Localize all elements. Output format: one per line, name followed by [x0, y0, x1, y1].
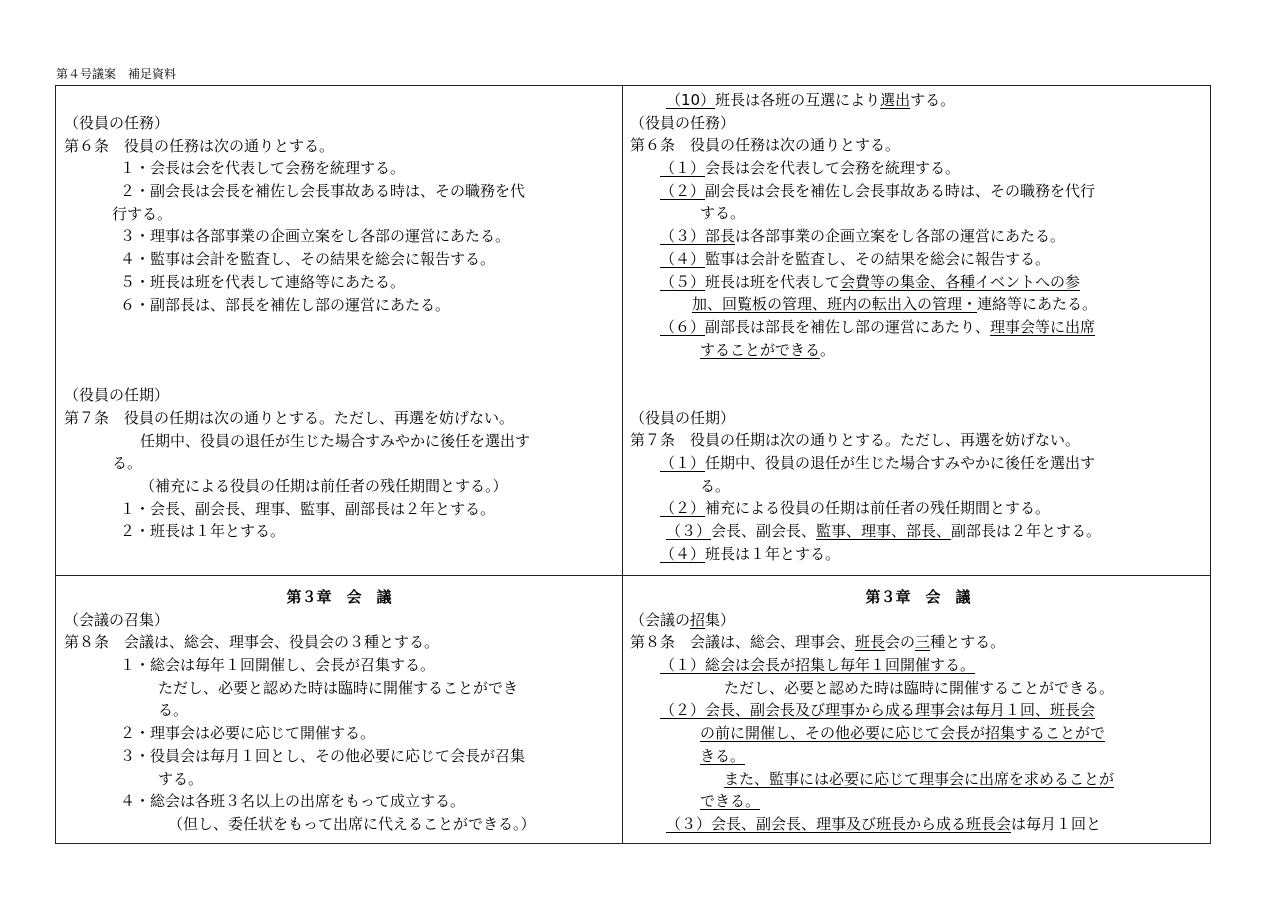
underlined-text: 総会は会長が招集し毎年１回開催する。 — [705, 656, 976, 675]
clause-line — [630, 202, 1206, 225]
clause-line: １・総会は毎年１回開催し、会長が召集する。 — [120, 656, 436, 675]
underlined-text: （１） — [660, 656, 706, 675]
clause-text: は各部事業の企画立案をし各部の運営にあたる。 — [735, 227, 1066, 246]
column-divider — [622, 86, 623, 843]
revised-rules-meetings-cell — [630, 586, 1206, 844]
clause-text: 補充による役員の任期は前任者の残任期間とする。 — [705, 499, 1051, 518]
clause-text: ただし、必要と認めた時は臨時に開催することができる。 — [724, 678, 1115, 697]
underlined-text: することができる — [700, 340, 821, 359]
blank-line — [64, 339, 614, 362]
clause-text: 会長は会を代表して会務を統理する。 — [705, 159, 961, 178]
clause-line — [630, 316, 1206, 339]
underlined-text: 理事会等に出席 — [990, 317, 1096, 336]
row-divider — [56, 575, 1210, 576]
clause-line: ３・理事は各部事業の企画立案をし各部の運営にあたる。 — [120, 227, 511, 246]
underlined-text: 監事、理事、部長、 — [816, 522, 952, 541]
underlined-text: 班長 — [855, 633, 886, 652]
clause-line: ４・総会は各班３名以上の出席をもって成立する。 — [120, 792, 466, 811]
clause-line: 第７条 役員の任期は次の通りとする。ただし、再選を妨げない。 — [64, 408, 515, 427]
underlined-text: （２） — [660, 181, 706, 200]
clause-line: （会議の召集） — [64, 610, 170, 629]
clause-line: ３・役員会は毎月１回とし、その他必要に応じて会長が召集 — [120, 746, 526, 765]
clause-line — [630, 293, 1206, 316]
underlined-text: （４） — [660, 249, 706, 268]
underlined-text: （３） — [666, 814, 712, 833]
document-header: 第４号議案 補足資料 — [56, 67, 177, 81]
underlined-text: （５） — [660, 272, 706, 291]
clause-line — [630, 722, 1206, 745]
clause-text: 種とする。 — [930, 633, 1006, 652]
clause-line: 第６条 役員の任務は次の通りとする。 — [64, 136, 335, 155]
clause-line: ４・監事は会計を監査し、その結果を総会に報告する。 — [120, 250, 496, 269]
clause-line — [630, 745, 1206, 768]
clause-text: 班長は各班の互選により — [715, 91, 881, 109]
clause-text: る。 — [700, 476, 731, 495]
clause-line — [630, 475, 1206, 498]
clause-line — [630, 157, 1206, 180]
clause-text: （会議の — [630, 610, 691, 629]
clause-line — [630, 429, 1206, 452]
clause-line: ５・班長は班を代表して連絡等にあたる。 — [120, 272, 406, 291]
underlined-text: 加、回覧板の管理、班内の転出入の管理・ — [692, 295, 978, 314]
clause-line — [630, 631, 1206, 654]
clause-text: 任期中、役員の退任が生じた場合すみやかに後任を選出す — [705, 454, 1096, 472]
underlined-text: （１） — [660, 454, 706, 472]
underlined-text: 三 — [915, 633, 931, 652]
clause-text: 第８条 会議は、総会、理事会、 — [630, 633, 856, 652]
clause-line — [630, 225, 1206, 248]
clause-line: ２・副会長は会長を補佐し会長事故ある時は、その職務を代 — [120, 182, 526, 201]
clause-line: ２・理事会は必要に応じて開催する。 — [120, 724, 376, 743]
clause-line — [630, 677, 1206, 700]
clause-line: １・会長は会を代表して会務を統理する。 — [120, 159, 406, 178]
clause-text: 第７条 役員の任期は次の通りとする。ただし、再選を妨げない。 — [630, 431, 1081, 450]
clause-line — [630, 248, 1206, 271]
underlined-text: 会費等の集金、各種イベントへの参 — [840, 272, 1081, 291]
underlined-text: （６） — [660, 317, 706, 336]
clause-text: 集） — [705, 610, 736, 629]
clause-line — [630, 699, 1206, 722]
underlined-text: きる。 — [700, 746, 746, 765]
clause-line: 行する。 — [112, 204, 173, 223]
underlined-text: （４） — [660, 544, 706, 563]
underlined-text: 会長、副会長、理事及び班長から成る班長会 — [711, 814, 1012, 833]
chapter-heading — [630, 586, 1206, 609]
clause-text: 会の — [885, 633, 916, 652]
clause-line: ただし、必要と認めた時は臨時に開催することができ — [158, 678, 519, 697]
clause-text: 第３章 会 議 — [865, 588, 971, 606]
clause-line: する。 — [158, 769, 204, 788]
clause-text: は毎月１回と — [1011, 814, 1102, 833]
clause-line: る。 — [158, 701, 189, 720]
clause-line: 第８条 会議は、総会、理事会、役員会の３種とする。 — [64, 633, 440, 652]
clause-text: （役員の任期） — [630, 408, 736, 427]
blank-line — [64, 316, 614, 339]
clause-line — [630, 339, 1206, 362]
clause-line — [630, 112, 1206, 135]
clause-line — [630, 768, 1206, 791]
clause-line: ６・副部長は、部長を補佐し部の運営にあたる。 — [120, 295, 451, 314]
clause-line — [630, 271, 1206, 294]
clause-text: （役員の任務） — [630, 113, 736, 132]
clause-text: する。 — [700, 204, 746, 223]
clause-line: （役員の任務） — [64, 114, 170, 132]
underlined-text: 招 — [690, 610, 706, 629]
clause-line: る。 — [112, 454, 143, 473]
underlined-text: （２） — [660, 499, 706, 518]
clause-text: 監事は会計を監査し、その結果を総会に報告する。 — [705, 249, 1051, 268]
clause-line — [630, 134, 1206, 157]
clause-text: する。 — [910, 91, 956, 109]
clause-line — [630, 180, 1206, 203]
clause-text: 副部長は２年とする。 — [951, 522, 1102, 541]
underlined-text: （10） — [666, 91, 716, 109]
underlined-text: 部長 — [705, 227, 736, 246]
current-rules-meetings-cell — [64, 586, 614, 844]
clause-line — [630, 790, 1206, 813]
clause-line: ２・班長は１年とする。 — [120, 522, 286, 541]
revised-rules-officers-cell — [630, 89, 1206, 572]
clause-text: 第６条 役員の任務は次の通りとする。 — [630, 136, 901, 155]
clause-line — [630, 497, 1206, 520]
comparison-table — [55, 85, 1211, 844]
clause-line — [630, 89, 1206, 112]
underlined-text: （２） — [660, 701, 706, 720]
clause-text: 。 — [820, 340, 836, 359]
blank-line — [630, 361, 1206, 384]
clause-line — [630, 609, 1206, 632]
underlined-text: （１） — [660, 159, 706, 178]
clause-text: 副会長は会長を補佐し会長事故ある時は、その職務を代行 — [705, 181, 1096, 200]
underlined-text: （３） — [660, 227, 706, 246]
clause-line: （但し、委任状をもって出席に代えることができる。） — [168, 814, 536, 833]
clause-line — [630, 520, 1206, 543]
clause-text: 会長、副会長、 — [711, 522, 817, 541]
underlined-text: （３） — [666, 522, 712, 541]
clause-line — [630, 452, 1206, 475]
current-rules-officers-cell — [64, 112, 614, 572]
blank-line — [64, 362, 614, 385]
clause-text: 連絡等にあたる。 — [977, 295, 1098, 314]
clause-line — [630, 543, 1206, 566]
clause-text: 副部長は部長を補佐し部の運営にあたり、 — [705, 317, 991, 336]
clause-text: 班長は班を代表して — [705, 272, 841, 291]
clause-text: 班長は１年とする。 — [705, 544, 841, 563]
underlined-text: 選出 — [880, 91, 911, 109]
underlined-text: できる。 — [700, 792, 761, 811]
clause-line: （役員の任期） — [64, 386, 170, 405]
blank-line — [630, 384, 1206, 407]
underlined-text: 会長、副会長及び理事から成る理事会は毎月１回、班長会 — [705, 701, 1096, 720]
clause-line: （補充による役員の任期は前任者の残任期間とする。） — [140, 477, 508, 495]
clause-line: １・会長、副会長、理事、監事、副部長は２年とする。 — [120, 499, 496, 518]
chapter-heading: 第３章 会 議 — [286, 588, 392, 606]
clause-line — [630, 813, 1206, 836]
clause-line: 任期中、役員の退任が生じた場合すみやかに後任を選出す — [140, 431, 531, 450]
underlined-text: また、監事には必要に応じて理事会に出席を求めることが — [724, 769, 1115, 788]
underlined-text: の前に開催し、その他必要に応じて会長が招集することがで — [700, 724, 1106, 743]
clause-line — [630, 654, 1206, 677]
clause-line — [630, 407, 1206, 430]
